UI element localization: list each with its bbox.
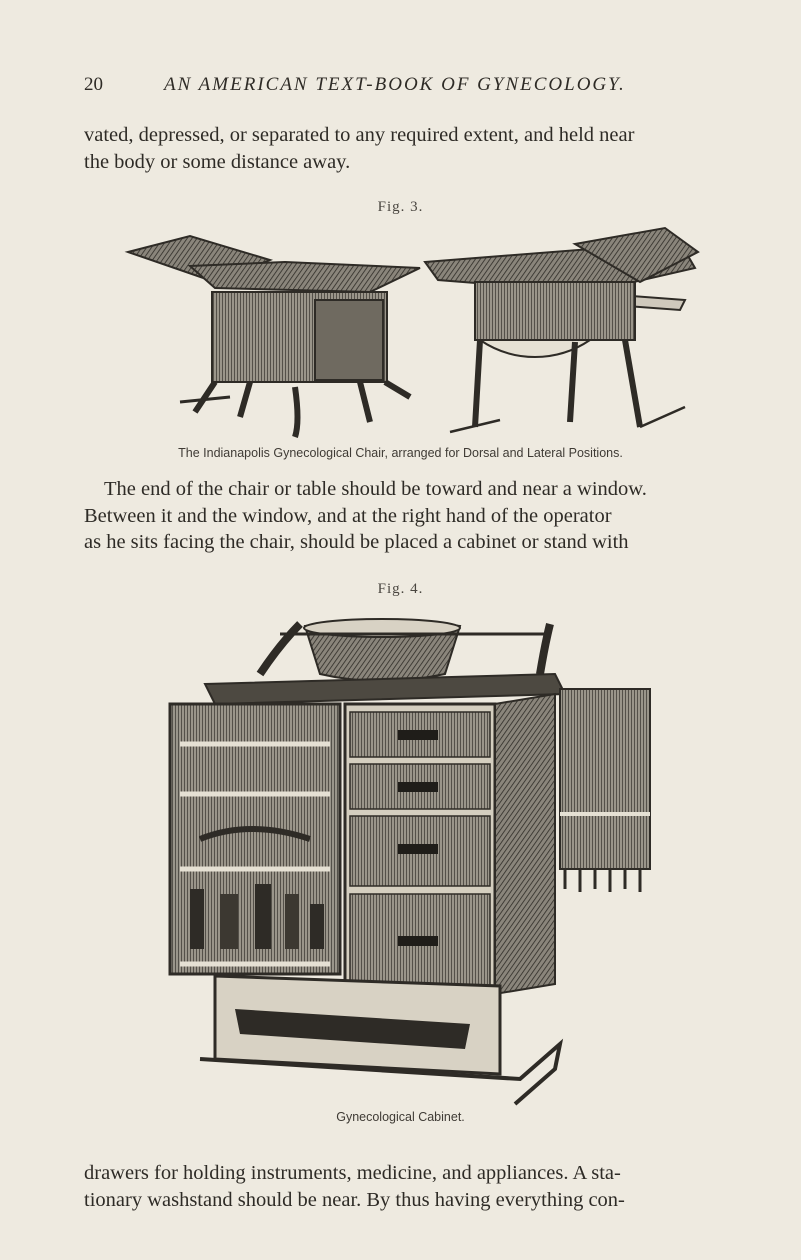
cabinet-drawers	[345, 704, 495, 994]
figure-4-caption: Gynecological Cabinet.	[336, 1110, 465, 1124]
gynecological-cabinet-engraving	[160, 604, 660, 1106]
paragraph-line: tionary washstand should be near. By thus having everything con-	[84, 1188, 625, 1211]
gynecological-chair-engraving	[120, 222, 700, 444]
paragraph-3	[84, 1160, 736, 1213]
page-number: 20	[84, 74, 103, 95]
paragraph-line: the body or some distance away.	[84, 150, 351, 173]
paragraph-2	[84, 476, 736, 556]
paragraph-line: drawers for holding instruments, medicine, and appliances. A sta-	[84, 1162, 621, 1184]
running-head	[84, 74, 731, 100]
book-title: AN AMERICAN TEXT-BOOK OF GYNECOLOGY.	[164, 74, 626, 95]
towel	[560, 689, 650, 892]
cabinet-base-drawer	[200, 976, 560, 1104]
paragraph-1	[84, 122, 736, 175]
figure-4-label: Fig. 4.	[377, 581, 424, 597]
paragraph-line: as he sits facing the chair, should be placed a cabinet or stand with	[84, 531, 629, 553]
figure-3-caption: The Indianapolis Gynecological Chair, arranged for Dorsal and Lateral Positions.	[178, 446, 623, 460]
paragraph-line: vated, depressed, or separated to any required extent, and held near	[84, 124, 635, 146]
figure-3-label: Fig. 3.	[377, 199, 424, 215]
chair-lateral-view	[425, 228, 698, 432]
chair-dorsal-view	[128, 236, 420, 437]
paragraph-line: Between it and the window, and at the right hand of the operator	[84, 504, 612, 527]
wash-basin	[260, 619, 550, 681]
cabinet-open-shelves	[170, 704, 340, 974]
engraver-mark: TRUAX GREENE & CO	[374, 1072, 474, 1092]
paragraph-line: The end of the chair or table should be toward and near a window.	[104, 478, 647, 500]
